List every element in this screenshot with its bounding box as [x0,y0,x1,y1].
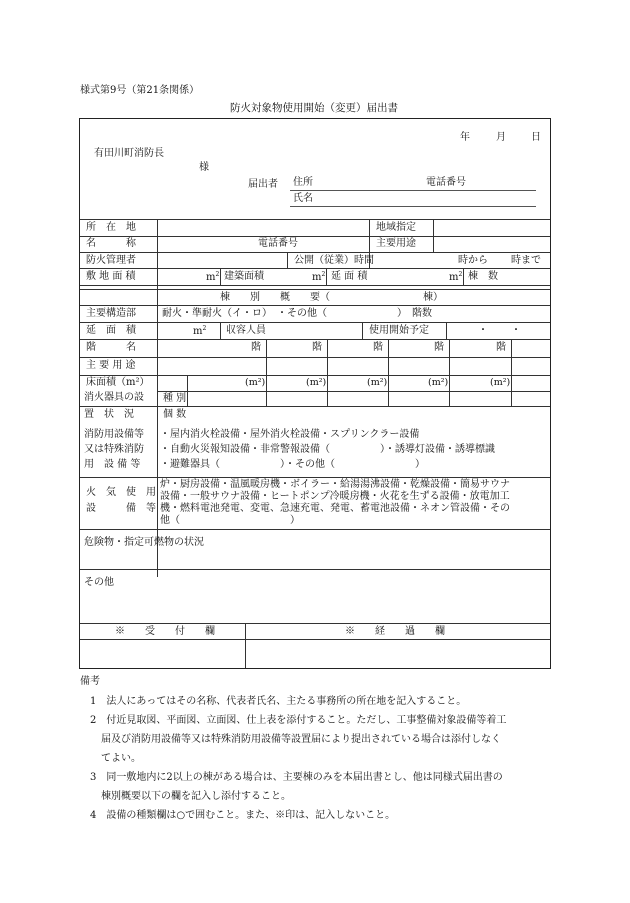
other-label: その他 [84,577,114,588]
name-label: 氏名 [293,193,313,204]
site-area-label: 敷 地 面 積 [86,271,136,282]
divider [388,339,389,406]
divider [80,639,550,640]
fire-use-line: 炉・厨房設備・温風暖房機・ボイラー・給湯湯沸設備・乾燥設備・簡易サウナ [160,479,510,490]
divider [80,219,550,220]
floor-unit: 階 [434,342,444,353]
note-1: 1 法人にあってはその名称、代表者氏名、主たる事務所の所在地を記入すること。 [90,696,467,707]
page-title: 防火対象物使用開始（変更）届出書 [230,102,398,114]
building-count-label: 棟 数 [468,271,498,282]
floor-unit: 階 [496,342,506,353]
divider [362,322,363,339]
divider [326,268,327,285]
date-day-label: 日 [531,132,541,143]
notes-heading: 備考 [80,676,100,687]
floor-area-unit: (m²) [306,377,327,388]
sqm-unit: $m^2$ [449,271,463,283]
fire-equipment-line: ・屋内消火栓設備・屋外消火栓設備・スプリンクラー設備 [160,429,420,440]
divider [80,322,550,323]
divider [80,529,550,530]
date-year-label: 年 [460,132,470,143]
note-3: 3 同一敷地内に2以上の棟がある場合は、主要棟のみを本届出書とし、他は同様式届出書の [90,772,503,783]
divider [433,219,434,252]
divider [327,339,328,406]
reception-label: ※ 受 付 欄 [115,626,215,637]
floor-name-label: 階 名 [86,342,136,353]
date-separator: ・ [478,325,488,336]
note-4: 4 設備の種類欄は○で囲むこと。また、※印は、記入しないこと。 [90,810,396,821]
divider [449,339,450,406]
overview-total-area-label: 延 面 積 [86,325,136,336]
sqm-unit: $m^2$ [206,271,220,283]
floor-unit: 階 [373,342,383,353]
sqm-unit: $m^2$ [193,325,207,337]
count-label: 個 数 [163,409,187,420]
note-2: 2 付近見取図、平面図、立面図、仕上表を添付すること。ただし、工事整備対象設備等着工 [90,715,507,726]
form-frame [79,118,551,669]
location-label: 所 在 地 [86,222,136,233]
floor-area-unit: (m²) [428,377,449,388]
divider [80,357,550,358]
divider [463,268,464,285]
extinguisher-label: 置 状 況 [84,409,134,420]
form-number: 様式第9号（第21条関係） [80,85,200,96]
hours-to-label: 時まで [511,255,541,266]
divider [157,391,550,392]
fire-manager-label: 防火管理者 [86,255,136,266]
divider [80,569,550,570]
kind-label: 種 別 [163,393,187,404]
floor-area-unit: (m²) [367,377,388,388]
public-hours-label: 公開（従業）時間 [294,255,374,266]
building-area-label: 建築面積 [224,271,264,282]
divider [80,339,550,340]
divider [80,289,550,290]
divider [157,219,158,577]
overview-heading-suffix: 棟） [423,292,443,303]
divider [287,252,288,268]
fire-use-label: 設 備 等 [86,503,156,514]
progress-label: ※ 経 過 欄 [345,626,445,637]
main-use-floor-label: 主 要 用 途 [86,360,136,371]
divider [245,623,246,668]
structure-value: 耐火・準耐火（イ・ロ） ・その他（ ） 階数 [162,308,432,319]
fire-equipment-label: 又は特殊消防 [84,444,144,455]
hours-from-label: 時から [458,255,488,266]
fire-equipment-line: ・避難器具（ ）・その他（ ） [160,459,425,470]
addressee: 有田川町消防長 [94,148,164,159]
sqm-unit: $m^2$ [312,271,326,283]
floor-unit: 階 [312,342,322,353]
fire-equipment-label: 消防用設備等 [84,429,144,440]
divider [80,406,550,407]
divider [266,339,267,406]
divider [220,268,221,285]
overview-heading-prefix: 棟 別 概 要（ [220,292,330,303]
divider [80,252,550,253]
note-2-cont: てよい。 [101,753,141,764]
divider [80,268,550,269]
fire-use-line: 設備・一般サウナ設備・ヒートポンプ冷暖房機・火花を生ずる設備・放電加工 [160,491,510,502]
fire-use-line: 機・燃料電池発電、変電、急速充電、発電、蓄電池設備・ネオン管設備・その [160,503,510,514]
note-2-cont: 届及び消防用設備等又は特殊消防用設備等設置届により提出されている場合は添付しなく [101,734,501,745]
divider [80,477,550,478]
address-label: 住所 [293,177,313,188]
start-date-label: 使用開始予定 [369,325,429,336]
property-name-label: 名 称 [86,238,136,249]
note-3-cont: 棟別概要以下の欄を記入し添付すること。 [101,791,291,802]
divider [446,322,447,339]
main-use-label: 主要用途 [376,238,416,249]
divider [511,339,512,406]
floor-area-unit: (m²) [245,377,266,388]
divider [80,285,550,286]
address-underline [290,190,536,191]
fire-use-label: 火 気 使 用 [86,487,156,498]
applicant-label: 届出者 [248,179,278,190]
area-designation-label: 地域指定 [376,222,416,233]
name-underline [290,206,536,207]
divider [80,623,550,624]
floor-unit: 階 [251,342,261,353]
fire-equipment-label: 用 設 備 等 [84,459,141,470]
capacity-label: 収容人員 [226,325,266,336]
phone-label: 電話番号 [426,177,466,188]
divider [187,375,188,406]
structure-label: 主要構造部 [86,308,136,319]
divider [80,375,550,376]
floor-area-unit: (m²) [490,377,511,388]
date-month-label: 月 [496,132,506,143]
extinguisher-label: 消火器具の設 [84,392,144,403]
fire-equipment-line: ・自動火災報知設備・非常警報設備（ ）・誘導灯設備・誘導標識 [160,444,495,455]
total-floor-area-label: 延 面 積 [331,271,368,282]
fire-use-line: 他（ ） [160,515,300,526]
date-separator: ・ [511,325,521,336]
divider [220,322,221,339]
divider [80,236,550,237]
divider [80,305,550,306]
honorific: 様 [199,162,209,173]
phone-number-label: 電話番号 [258,238,298,249]
hazmat-label: 危険物・指定可燃物の状況 [84,537,204,548]
floor-area-label: 床面積（m²） [86,377,150,388]
